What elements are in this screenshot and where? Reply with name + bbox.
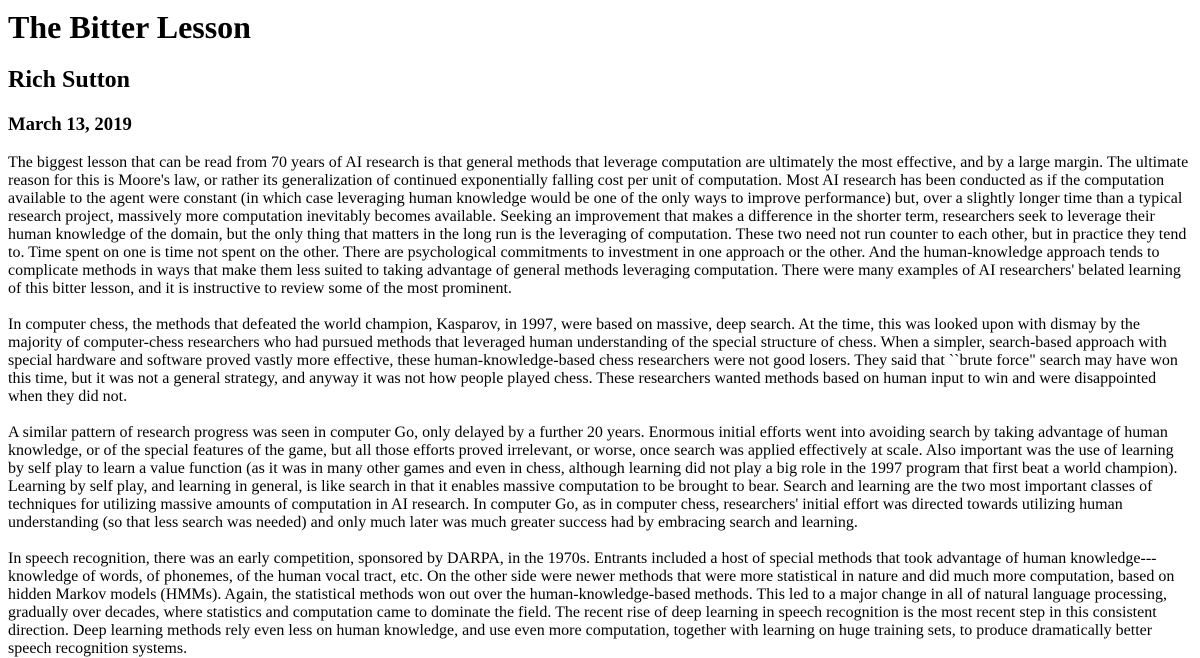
paragraph-chess: In computer chess, the methods that defeated the world champion, Kasparov, in 1997, were based on massive, deep search. At the time, this was looked upon with dismay by the majority of computer-chess researchers who had pursued methods that leveraged human understanding of the special structure of chess. When a simpler, search-based approach with special hardware and software proved vastly more effective, these human-knowledge-based chess researchers were not good losers. They said that ``brute force" search may have won this time, but it was not a general strategy, and anyway it was not how people played chess. These researchers wanted methods based on human input to win and were disappointed when they did not. bbox=[8, 316, 1178, 405]
article bbox=[8, 0, 1192, 658]
paragraph-go: A similar pattern of research progress was seen in computer Go, only delayed by a further 20 years. Enormous initial efforts went into avoiding search by taking advantage of human knowledge, or of the special features of the game, but all those efforts proved irrelevant, or worse, once search was applied effectively at scale. Also important was the use of learning by self play to learn a value function (as it was in many other games and even in chess, although learning did not play a big role in the 1997 program that first beat a world champion). Learning by self play, and learning in general, is like search in that it enables massive computation to be brought to bear. Search and learning are the two most important classes of techniques for utilizing massive amounts of computation in AI research. In computer Go, as in computer chess, researchers' initial effort was directed towards utilizing human understanding (so that less search was needed) and only much later was much greater success had by embracing search and learning. bbox=[8, 424, 1178, 531]
paragraph-speech: In speech recognition, there was an early competition, sponsored by DARPA, in the 1970s. Entrants included a host of special methods that took advantage of human knowledge---knowledge of words, of phonemes, of the human vocal tract, etc. On the other side were newer methods that were more statistical in nature and did much more computation, based on hidden Markov models (HMMs). Again, the statistical methods won out over the human-knowledge-based methods. This led to a major change in all of natural language processing, gradually over decades, where statistics and computation came to dominate the field. The recent rise of deep learning in speech recognition is the most recent step in this consistent direction. Deep learning methods rely even less on human knowledge, and use even more computation, together with learning on huge training sets, to produce dramatically better speech recognition systems. bbox=[8, 550, 1175, 657]
publication-date: March 13, 2019 bbox=[8, 114, 132, 135]
paragraph-intro: The biggest lesson that can be read from 70 years of AI research is that general methods that leverage computation are ultimately the most effective, and by a large margin. The ultimate reason for this is Moore's law, or rather its generalization of continued exponentially falling cost per unit of computation. Most AI research has been conducted as if the computation available to the agent were constant (in which case leveraging human knowledge would be one of the only ways to improve performance) but, over a slightly longer time than a typical research project, massively more computation inevitably becomes available. Seeking an improvement that makes a difference in the shorter term, researchers seek to leverage their human knowledge of the domain, but the only thing that matters in the long run is the leveraging of computation. These two need not run counter to each other, but in practice they tend to. Time spent on one is time not spent on the other. There are psychological commitments to investment in one approach or the other. And the human-knowledge approach tends to complicate methods in ways that make them less suited to taking advantage of general methods leveraging computation. There were many examples of AI researchers' belated learning of this bitter lesson, and it is instructive to review some of the most prominent. bbox=[8, 154, 1189, 297]
author-name: Rich Sutton bbox=[8, 67, 131, 93]
article-title: The Bitter Lesson bbox=[8, 9, 251, 45]
